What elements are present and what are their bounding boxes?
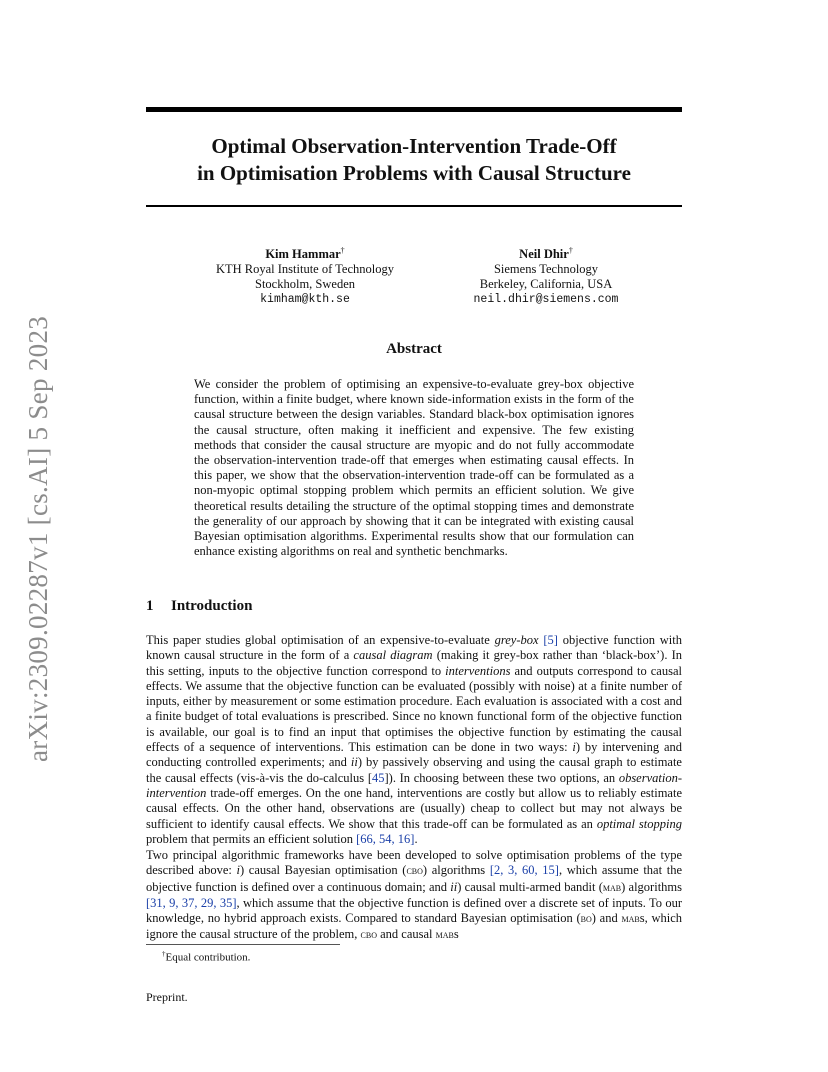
citation-link[interactable]: [5]	[543, 633, 558, 647]
author-affiliation: Siemens Technology	[493, 262, 599, 277]
preprint-label: Preprint.	[146, 990, 188, 1004]
title-line-1: Optimal Observation-Intervention Trade-Off	[211, 134, 617, 158]
title-line-2: in Optimisation Problems with Causal Structure	[197, 161, 631, 185]
author-affiliation: KTH Royal Institute of Technology	[215, 262, 395, 277]
footnote-text: Equal contribution.	[165, 951, 251, 964]
author-email[interactable]: neil.dhir@siemens.com	[473, 293, 619, 307]
paper-title	[146, 133, 682, 187]
author-mark: †	[568, 246, 573, 255]
footnote	[162, 950, 250, 964]
author-name-text: Neil Dhir	[519, 247, 569, 262]
intro-paragraph-1: This paper studies global optimisation of an expensive-to-evaluate grey-box [5] objective function with known causal structure in the form of a causal diagram (making it grey-box rather than ‘black-box’). In this setting, inputs to the objective function correspond to interventions and outputs correspond to causal effects. We assume that the objective function can be evaluated (possibly with noise) at a finite number of inputs, either by measurement or some estimation procedure. Each evaluation is associated with a cost and a finite budget of total evaluations is prescribed. Since no known functional form of the objective function is available, our goal is to find an input that optimises the objective function by estimating the causal effects of a sequence of interventions. This estimation can be done in two ways: i) by intervening and conducting controlled experiments; and ii) by passively observing and using the causal graph to estimate the causal effects (vis-à-vis the do-calculus [45]). In choosing between these two options, an observation-intervention trade-off emerges. On the one hand, interventions are costly but allow us to reliably estimate causal effects. On the other hand, observations are (usually) cheap to collect but may not always be sufficient to identify causal effects. We show that this trade-off can be formulated as an optimal stopping problem that permits an efficient solution [66, 54, 16].	[146, 633, 683, 846]
author-block-1	[196, 243, 414, 307]
title-bottom-rule	[146, 205, 682, 207]
author-location: Stockholm, Sweden	[255, 277, 355, 292]
footnote-rule	[146, 944, 340, 945]
abstract-text: We consider the problem of optimising an expensive-to-evaluate grey-box objective function, within a finite budget, where known side-information exists in the form of the causal structure between the design variables. Standard black-box optimisation ignores the causal structure, often making it inefficient and expensive. The few existing methods that consider the causal structure are myopic and do not fully accommodate the observation-intervention trade-off that emerges when estimating causal effects. In this paper, we show that the observation-intervention trade-off can be formulated as a non-myopic optimal stopping problem which permits an efficient solution. We give theoretical results detailing the structure of the optimal stopping times and demonstrate the generality of our approach by showing that it can be integrated with existing causal Bayesian optimisation algorithms. Experimental results show that our formulation can enhance existing algorithms on real and synthetic benchmarks.	[194, 377, 634, 559]
author-name	[438, 243, 654, 262]
citation-link[interactable]: [31, 9, 37, 29, 35]	[146, 895, 237, 910]
author-email[interactable]: kimham@kth.se	[260, 293, 350, 307]
section-title: Introduction	[171, 598, 253, 614]
author-name	[196, 243, 414, 262]
author-block-2	[438, 243, 654, 307]
abstract-heading: Abstract	[386, 341, 442, 357]
author-location: Berkeley, California, USA	[479, 277, 613, 292]
author-name-text: Kim Hammar	[265, 247, 341, 262]
author-mark: †	[340, 246, 345, 255]
section-heading	[146, 598, 252, 615]
citation-link[interactable]: [66, 54, 16]	[356, 831, 415, 846]
section-number: 1	[146, 598, 154, 614]
citation-link[interactable]: [2, 3, 60, 15]	[489, 863, 559, 878]
intro-paragraph-2: Two principal algorithmic frameworks have been developed to solve optimisation problems of the type described above: i) causal Bayesian optimisation (cbo) algorithms [2, 3, 60, 15], which assume that the objective function is defined over a continuous domain; and ii) causal multi-armed bandit (mab) algorithms [31, 9, 37, 29, 35], which assume that the objective function is defined over a discrete set of inputs. To our knowledge, no hybrid approach exists. Compared to standard Bayesian optimisation (bo) and mabs, which ignore the causal structure of the problem, cbo and causal mabs	[146, 848, 683, 942]
title-top-rule	[146, 107, 682, 112]
arxiv-identifier: arXiv:2309.02287v1 [cs.AI] 5 Sep 2023	[23, 315, 53, 762]
citation-link[interactable]: 45	[371, 770, 385, 785]
footnote-mark: †	[162, 950, 166, 958]
